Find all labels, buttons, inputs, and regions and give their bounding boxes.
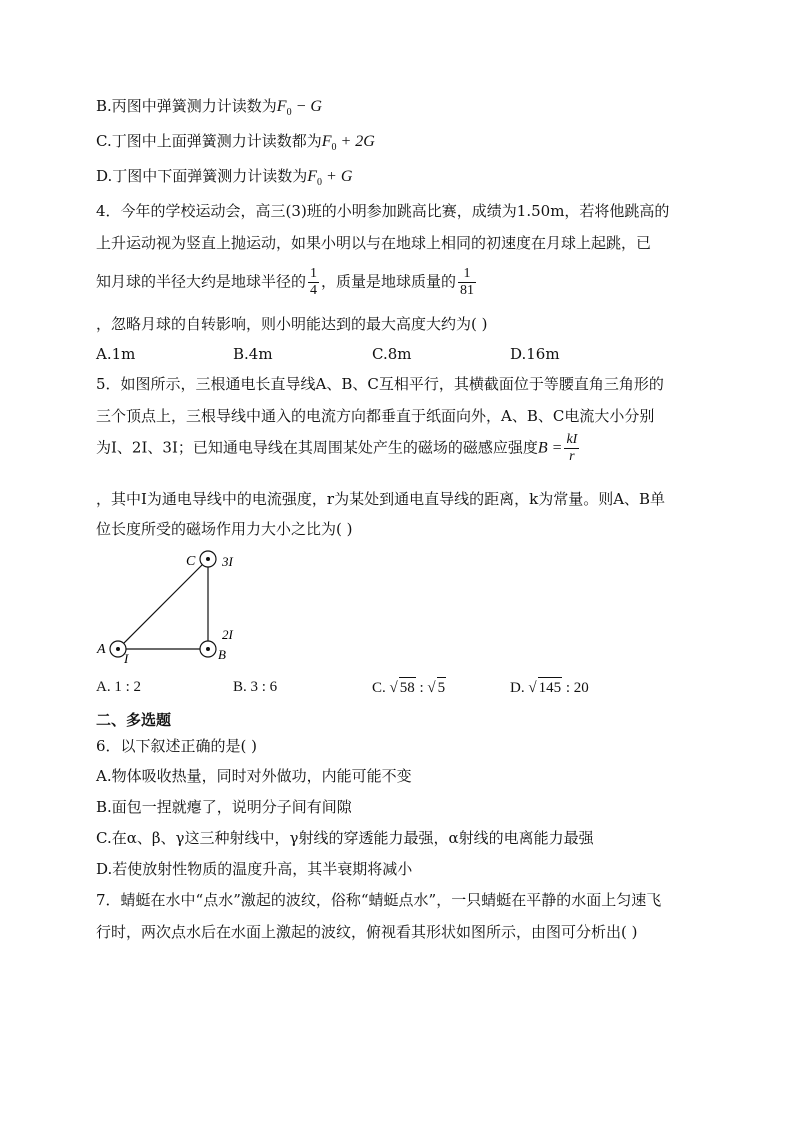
q3-option-c: C.丁图中上面弹簧测力计读数都为$F_0 + 2G$	[96, 132, 375, 153]
q7-stem-line2: 行时，两次点水后在水面上激起的波纹，俯视看其形状如图所示，由图可分析出( )	[96, 923, 638, 941]
q4-option-b: B.4m	[233, 345, 273, 363]
q6-option-a: A.物体吸收热量，同时对外做功，内能可能不变	[96, 767, 412, 785]
q5-stem-line5: 位长度所受的磁场作用力大小之比为( )	[96, 520, 353, 538]
formula-b-symbol: B =	[537, 439, 563, 457]
q4-stem-line2: 上升运动视为竖直上抛运动，如果小明以与在地球上相同的初速度在月球上起跳，已	[96, 234, 652, 252]
q5-option-b: B. 3 : 6	[233, 679, 278, 695]
q4-option-a: A.1m	[96, 345, 136, 363]
q4-stem-line3: 知月球的半径大约是地球半径的 $\frac{1}{4}$ ，质量是地球质量的 $\frac{1}{81}$	[96, 266, 475, 298]
sqrt-icon: √	[528, 680, 537, 696]
fraction-one-eightyfirst: $\frac{1}{81}$	[460, 266, 475, 298]
q3-option-b-formula: $F_0 - G$	[276, 98, 322, 118]
wire-triangle-diagram	[88, 545, 268, 670]
wire-c-icon	[200, 551, 216, 567]
q6-option-b: B.面包一捏就瘪了，说明分子间有间隙	[96, 798, 352, 816]
triangle-side-ac	[118, 559, 208, 649]
fraction-ki-over-r: $\frac{kI}{r}$	[566, 432, 578, 464]
label-a: A	[97, 642, 106, 657]
sqrt-icon: √	[427, 680, 436, 696]
q5-stem-line1: 5．如图所示，三根通电长直导线A、B、C互相平行，其横截面位于等腰直角三角形的	[96, 375, 664, 393]
q4-stem-line4: ，忽略月球的自转影响，则小明能达到的最大高度大约为( )	[96, 315, 488, 333]
q5-option-a: A. 1 : 2	[96, 679, 141, 695]
q3-option-b: B.丙图中弹簧测力计读数为$F_0 - G$	[96, 97, 322, 118]
label-3i: 3I	[222, 554, 233, 569]
q3-option-d: D.丁图中下面弹簧测力计读数为$F_0 + G$	[96, 167, 353, 188]
q6-stem: 6．以下叙述正确的是( )	[96, 737, 258, 755]
q5-option-d: D. √ 145 : 20	[510, 677, 589, 698]
q3-option-c-formula: $F_0 + 2G$	[321, 133, 375, 153]
sqrt-icon: √	[389, 680, 398, 696]
q7-stem-line1: 7．蜻蜓在水中“点水”激起的波纹，俗称“蜻蜓点水”，一只蜻蜓在平静的水面上匀速飞	[96, 891, 662, 909]
label-i: I	[124, 651, 129, 666]
q5-option-c: C. √ 58 : √ 5	[372, 677, 446, 698]
label-c: C	[186, 554, 196, 569]
q5-stem-line4: ，其中I为通电导线中的电流强度，r为某处到通电直导线的距离，k为常量。则A、B单	[96, 490, 666, 508]
label-2i: 2I	[222, 627, 233, 642]
section-heading-multiple-choice: 二、多选题	[96, 711, 172, 729]
q3-option-d-formula: $F_0 + G$	[307, 168, 353, 188]
wire-b-icon	[200, 641, 216, 657]
q6-option-d: D.若使放射性物质的温度升高，其半衰期将减小	[96, 860, 413, 878]
fraction-one-quarter: $\frac{1}{4}$	[310, 266, 318, 298]
label-b: B	[218, 647, 226, 662]
q5-stem-line3: 为I、2I、3I；已知通电导线在其周围某处产生的磁场的磁感应强度B = $\frac{kI}{r}$	[96, 432, 578, 464]
q4-stem-line1: 4．今年的学校运动会，高三(3)班的小明参加跳高比赛，成绩为1.50m，若将他跳高的	[96, 202, 670, 220]
q4-option-c: C.8m	[372, 345, 412, 363]
q4-option-d: D.16m	[510, 345, 560, 363]
q5-stem-line2: 三个顶点上，三根导线中通入的电流方向都垂直于纸面向外，A、B、C电流大小分别	[96, 407, 655, 425]
q6-option-c: C.在α、β、γ这三种射线中，γ射线的穿透能力最强，α射线的电离能力最强	[96, 829, 594, 847]
